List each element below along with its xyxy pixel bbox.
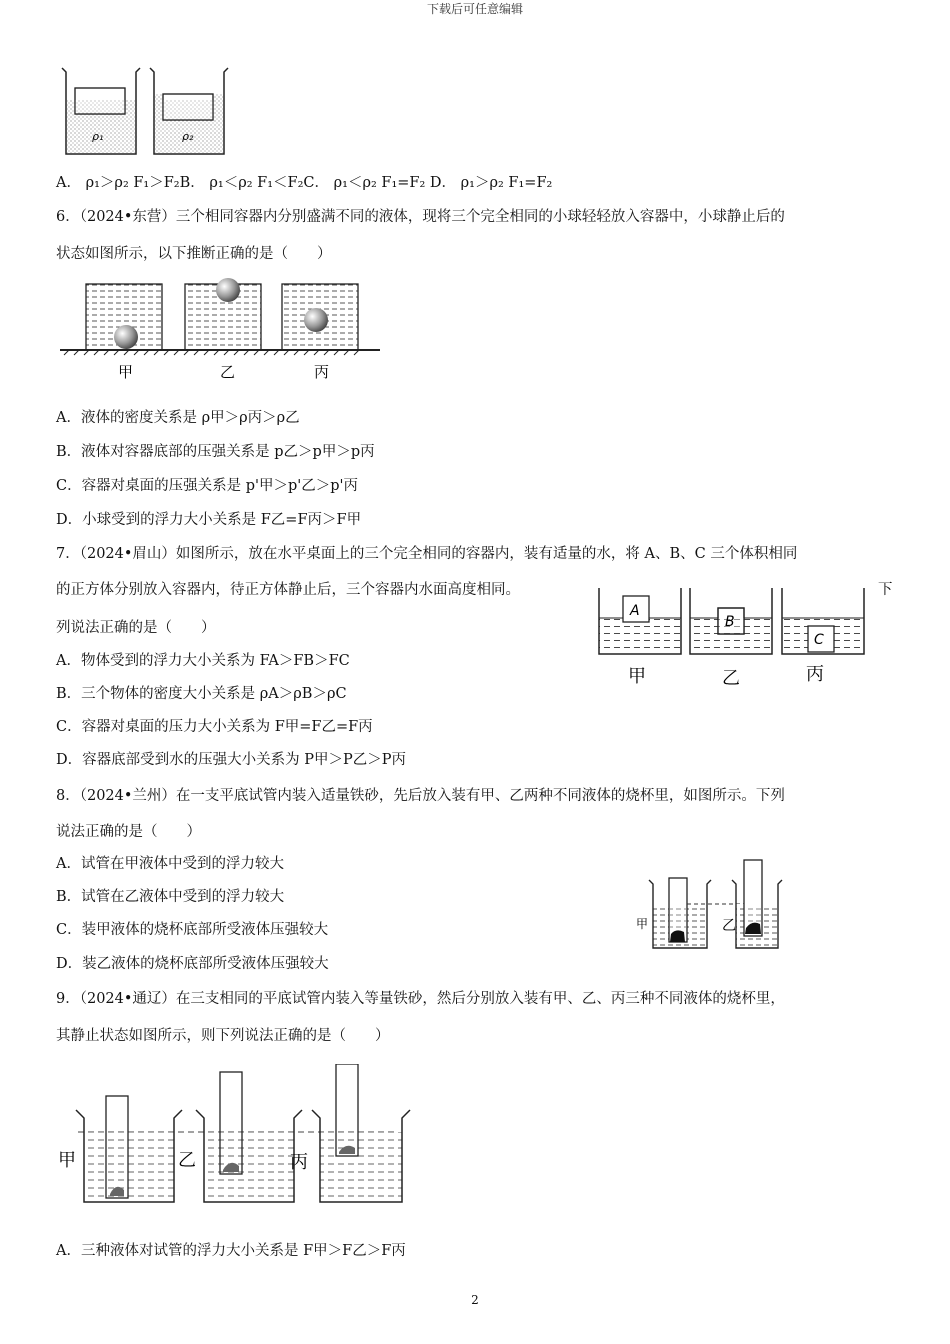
q7-option-b: B．三个物体的密度大小关系是 ρA＞ρB＞ρC (56, 686, 347, 702)
q8-stem-line-2: 说法正确的是（ ） (56, 824, 201, 840)
q5-beaker-1 (62, 68, 140, 154)
q5-figure (58, 64, 238, 160)
page-header: 下载后可任意编辑 (426, 2, 523, 16)
q7-block-a: A (630, 603, 640, 619)
q7-option-a: A．物体受到的浮力大小关系为 FA＞FB＞FC (56, 653, 350, 669)
q7-option-d: D．容器底部受到水的压强大小关系为 P甲＞P乙＞P丙 (56, 752, 407, 768)
q9-figure (58, 1064, 418, 1214)
q9-label-jia: 甲 (58, 1150, 76, 1171)
q5-rho2-label: ρ₂ (182, 130, 194, 143)
q6-ball-yi (216, 278, 240, 302)
q8-label-jia: 甲 (636, 917, 649, 931)
q7-label-yi: 乙 (722, 668, 740, 688)
q6-label-yi: 乙 (220, 363, 236, 381)
q7-stem-line-3: 列说法正确的是（ ） (56, 620, 216, 636)
q6-option-c: C．容器对桌面的压强关系是 p'甲＞p'乙＞p'丙 (56, 478, 359, 494)
q6-label-jia: 甲 (118, 363, 134, 381)
q6-stem-line-1: 6．（2024•东营）三个相同容器内分别盛满不同的液体，现将三个完全相同的小球轻轻放入容器中，小球静止后的 (56, 209, 785, 225)
q8-option-d: D．装乙液体的烧杯底部所受液体压强较大 (56, 956, 329, 972)
q8-option-b: B．试管在乙液体中受到的浮力较大 (56, 889, 285, 905)
q9-label-yi: 乙 (178, 1150, 196, 1171)
q9-stem-line-2: 其静止状态如图所示，则下列说法正确的是（ ） (56, 1028, 390, 1044)
q7-stem-line-2: 的正方体分别放入容器内，待正方体静止后，三个容器内水面高度相同。 (56, 582, 520, 598)
q8-stem-line-1: 8．（2024•兰州）在一支平底试管内装入适量铁砂，先后放入装有甲、乙两种不同液体的烧杯里，如图所示。下列 (56, 788, 785, 804)
q7-label-bing: 丙 (806, 664, 824, 685)
q7-block-c: C (814, 632, 824, 648)
q8-option-c: C．装甲液体的烧杯底部所受液体压强较大 (56, 922, 329, 938)
q5-rho1-label: ρ₁ (92, 130, 104, 143)
page-number: 2 (471, 1293, 479, 1307)
q7-stem-line-1: 7．（2024•眉山）如图所示，放在水平桌面上的三个完全相同的容器内，装有适量的水，将 A、B、C 三个体积相同 (56, 546, 798, 562)
q7-option-c: C．容器对桌面的压力大小关系为 F甲=F乙=F丙 (56, 719, 373, 735)
q7-stem-tail: 下 (878, 582, 893, 598)
q7-figure (594, 588, 874, 688)
q6-option-d: D．小球受到的浮力大小关系是 F乙=F丙＞F甲 (56, 512, 362, 528)
q5-answer-options: A． ρ₁＞ρ₂ F₁＞F₂B． ρ₁＜ρ₂ F₁＜F₂C． ρ₁＜ρ₂ F₁=F₂ D． ρ₁＞ρ₂ F₁=F₂ (56, 175, 553, 191)
q6-label-bing: 丙 (314, 363, 330, 381)
q6-option-b: B．液体对容器底部的压强关系是 p乙＞p甲＞p丙 (56, 444, 375, 460)
q5-beaker-2 (150, 68, 228, 154)
q8-option-a: A．试管在甲液体中受到的浮力较大 (56, 856, 284, 872)
q9-option-a: A．三种液体对试管的浮力大小关系是 F甲＞F乙＞F丙 (56, 1243, 406, 1259)
q9-stem-line-1: 9．（2024•通辽）在三支相同的平底试管内装入等量铁砂，然后分别放入装有甲、乙、丙三种不同液体的烧杯里， (56, 991, 785, 1007)
q6-figure (60, 276, 380, 386)
q9-label-bing: 丙 (290, 1152, 308, 1173)
q6-ball-bing (304, 308, 328, 332)
q6-ball-jia (114, 325, 138, 349)
q8-figure (636, 858, 786, 958)
q6-option-a: A．液体的密度关系是 ρ甲＞ρ丙＞ρ乙 (56, 410, 300, 426)
q8-label-yi: 乙 (722, 918, 736, 934)
q7-block-b: B (725, 614, 735, 630)
q6-stem-line-2: 状态如图所示，以下推断正确的是（ ） (56, 246, 332, 262)
q7-label-jia: 甲 (628, 666, 646, 687)
